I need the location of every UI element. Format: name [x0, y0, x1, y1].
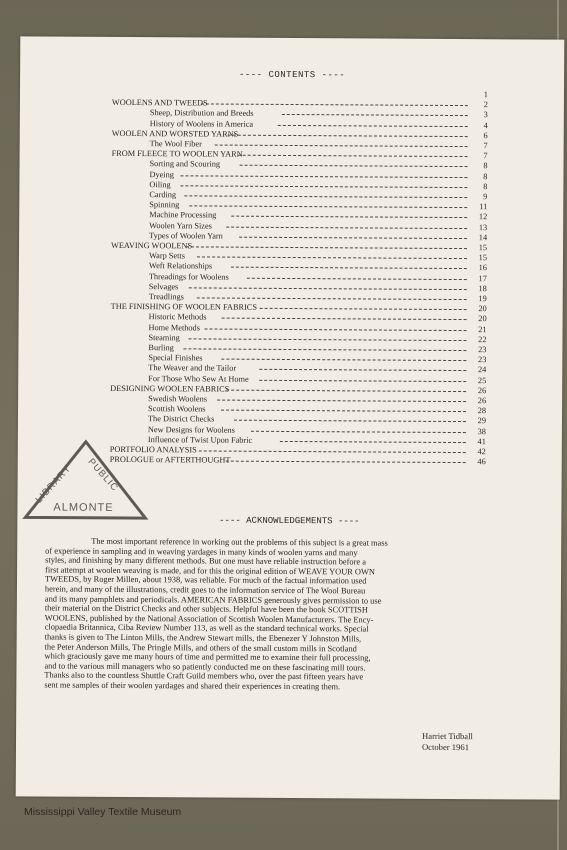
toc-page-number: 3 [483, 110, 488, 120]
toc-entry-label: Burling [148, 343, 174, 353]
acknowledgements-line: sent me samples of their woolen yardages and shared their experiences in creating them. [44, 680, 341, 692]
toc-entry-label: DESIGNING WOOLEN FABRICS [110, 383, 230, 394]
acknowledgements-line: The most important reference in working out the problems of this subject is a great mass [91, 536, 388, 548]
toc-entry-label: WOOLENS AND TWEEDS [111, 98, 208, 108]
toc-leader [278, 125, 468, 128]
toc-entry-label: Types of Woolen Yarn [149, 230, 223, 241]
toc-leader [239, 236, 467, 239]
toc-entry-label: For Those Who Sew At Home [148, 373, 249, 384]
toc-page-number: 26 [477, 396, 487, 406]
toc-entry-label: Home Methods [148, 322, 200, 333]
acknowledgements-line: herein, and many of the illustrations, credit goes to the information service of The Wool Bureau [44, 584, 366, 596]
acknowledgements-line: and to the various mill managers who so patiently conducted me on these fascinating mill tours. [44, 661, 366, 673]
toc-page-number: 12 [478, 212, 488, 222]
acknowledgements-line: first attempt at woolen weaving is made, and for this the original edition of WEAVE YOUR OWN [45, 565, 375, 577]
toc-leader [222, 318, 467, 321]
acknowledgements-line: of experience in sampling and in weaving yardages in many kinds of woolen yarns and many [45, 546, 358, 558]
toc-leader [234, 420, 466, 423]
toc-leader [201, 104, 468, 108]
toc-leader [197, 257, 467, 261]
acknowledgements-line: thanks is given to The Linton Mills, the Andrew Stewart mills, the Ebenezer Y Johnston Mills, [44, 632, 362, 644]
toc-entry-label: The District Checks [147, 414, 215, 424]
toc-leader [237, 155, 467, 158]
toc-leader [227, 226, 468, 229]
toc-page-number: 11 [479, 202, 488, 212]
toc-entry-label: WEAVING WOOLENS [111, 240, 193, 251]
toc-leader [184, 348, 467, 352]
toc-leader [188, 338, 466, 342]
toc-entry-label: PROLOGUE or AFTERTHOUGHT [109, 455, 231, 465]
toc-page-number: 19 [478, 294, 487, 304]
toc-entry-label: Special Finishes [148, 353, 203, 363]
toc-page-number: 23 [478, 355, 487, 365]
toc-leader [227, 389, 467, 392]
acknowledgements-heading: ---- ACKNOWLEDGEMENTS ---- [219, 515, 360, 527]
toc-entry-label: Spinning [149, 200, 180, 210]
toc-leader [217, 400, 466, 404]
toc-leader [189, 206, 467, 210]
toc-page-number: 6 [483, 130, 488, 140]
toc-page-number: 8 [483, 181, 488, 191]
toc-page-number: 42 [477, 447, 486, 457]
toc-page-number: 46 [477, 457, 486, 467]
toc-entry-label: Oiling [149, 179, 171, 190]
signature-block [422, 731, 473, 753]
toc-entry-label: FROM FLEECE TO WOOLEN YARN [111, 149, 243, 159]
toc-page-number: 41 [477, 436, 486, 446]
toc-leader [259, 379, 466, 382]
toc-leader [282, 114, 468, 117]
toc-page-number: 1 [483, 90, 489, 100]
toc-leader [205, 328, 467, 332]
toc-entry-label: Warp Setts [148, 251, 185, 261]
toc-page-number: 8 [483, 161, 488, 171]
document-page [16, 36, 565, 799]
toc-page-number: 15 [478, 243, 488, 253]
toc-entry-label: Dyeing [149, 169, 174, 179]
toc-entry-label: History of Woolens in America [149, 118, 254, 129]
toc-page-number: 24 [477, 365, 487, 375]
toc-page-number: 22 [478, 334, 487, 344]
toc-page-number: 14 [478, 232, 488, 242]
toc-page-number: 17 [478, 273, 487, 283]
acknowledgements-line: TWEEDS, by Roger Millen, about 1938, was reliable. For much of the factual information used [44, 574, 367, 586]
acknowledgements-line: clopaedia Britannica, Ciba Review Number 113, as well as the standard technical works. Special [44, 622, 369, 634]
toc-leader [259, 308, 466, 311]
toc-page-number: 25 [477, 375, 487, 385]
toc-page-number: 21 [478, 324, 487, 334]
toc-page-number: 7 [483, 141, 488, 151]
toc-page-number: 28 [477, 406, 487, 416]
toc-entry-label: Woolen Yarn Sizes [149, 220, 212, 231]
toc-entry-label: Swedish Woolens [148, 394, 208, 404]
toc-leader [197, 297, 467, 301]
stamp-text-public: PUBLIC [85, 456, 121, 494]
toc-page-number: 23 [478, 345, 487, 355]
acknowledgements-line: their material on the District Checks and other subjects. Helpful have been the book SCOTTISH [44, 603, 368, 615]
acknowledgements-line: and its many pamphlets and periodicals. AMERICAN FABRICS generously gives permission to use [44, 594, 382, 606]
stamp-text-library: LIBRARY [33, 462, 74, 506]
toc-entry-label: Historic Methods [148, 312, 207, 322]
toc-leader [251, 430, 466, 433]
toc-entry-label: WOOLEN AND WORSTED YARNS [111, 128, 239, 139]
toc-entry-label: Sheep, Distribution and Breeds [149, 108, 254, 119]
toc-entry-label: THE FINISHING OF WOOLEN FABRICS [110, 302, 257, 312]
toc-entry-label: Treadlings [148, 292, 184, 302]
toc-entry-label: Influence of Twist Upon Fabric [147, 434, 253, 445]
toc-page-number: 15 [478, 253, 488, 263]
toc-entry-label: Scottish Woolens [148, 404, 206, 414]
stamp-text-almonte: ALMONTE [53, 501, 114, 514]
toc-entry-label: New Designs for Woolens [147, 424, 235, 435]
author-name: Harriet Tidball [422, 730, 473, 742]
toc-leader [228, 134, 468, 137]
toc-leader [199, 450, 466, 454]
toc-page-number: 29 [477, 416, 487, 426]
toc-leader [186, 246, 467, 250]
toc-entry-label: The Wool Fiber [149, 139, 202, 149]
toc-page-number: 7 [483, 151, 488, 161]
table-of-contents [20, 86, 564, 467]
toc-leader [226, 461, 466, 464]
toc-entry-label: Threadings for Woolens [148, 271, 229, 282]
acknowledgements-line: which graciously gave me many hours of time and permitted me to examine their full processing, [44, 651, 371, 663]
toc-entry-label: The Weaver and the Tailor [148, 363, 237, 374]
toc-page-number: 16 [478, 263, 487, 273]
acknowledgements-line: the Peter Anderson Mills, The Pringle Mills, and others of the small custom mills in Scotland [44, 642, 357, 653]
toc-page-number: 26 [477, 385, 487, 395]
toc-entry-label: Weft Relationships [148, 261, 213, 271]
toc-entry-label: PORTFOLIO ANALYSIS [109, 444, 197, 455]
contents-heading: ---- CONTENTS ---- [238, 69, 346, 81]
toc-entry-label: Selvages [148, 281, 179, 292]
toc-leader [231, 267, 467, 270]
toc-page-number: 18 [478, 283, 487, 293]
toc-leader [259, 369, 466, 372]
museum-watermark: Mississippi Valley Textile Museum [24, 806, 182, 818]
toc-leader [222, 359, 467, 362]
signature-date: October 1961 [421, 741, 470, 753]
toc-leader [280, 441, 466, 444]
toc-leader [240, 165, 468, 168]
toc-page-number: 38 [477, 426, 486, 436]
toc-leader [247, 277, 467, 280]
toc-entry-label: Carding [149, 190, 177, 200]
toc-leader [214, 145, 467, 149]
toc-page-number: 4 [483, 120, 488, 130]
toc-leader [181, 185, 468, 189]
toc-leader [181, 175, 468, 179]
acknowledgements-text [44, 537, 538, 694]
acknowledgements-line: WOOLENS, published by the National Association of Scottish Woolen Manufacturers. The Ency- [44, 613, 374, 625]
toc-entry-label: Sorting and Scouring [149, 159, 221, 169]
toc-page-number: 13 [478, 222, 488, 232]
toc-leader [221, 410, 466, 413]
toc-page-number: 8 [483, 171, 488, 181]
toc-page-number: 2 [483, 100, 488, 110]
toc-leader [231, 216, 467, 219]
toc-page-number: 9 [483, 192, 488, 202]
toc-leader [188, 287, 466, 291]
acknowledgements-line: Thanks also to the countless Shuttle Craft Guild members who, over the past fifteen years have [44, 670, 364, 682]
acknowledgements-line: styles, and finishing by many different methods. But one must have reliable instruction before a [45, 555, 366, 567]
toc-entry-label: Machine Processing [149, 210, 217, 220]
toc-entry-label: Steaming [148, 332, 180, 343]
toc-leader [185, 195, 468, 199]
toc-page-number: 20 [478, 304, 487, 314]
toc-page-number: 20 [478, 314, 487, 324]
